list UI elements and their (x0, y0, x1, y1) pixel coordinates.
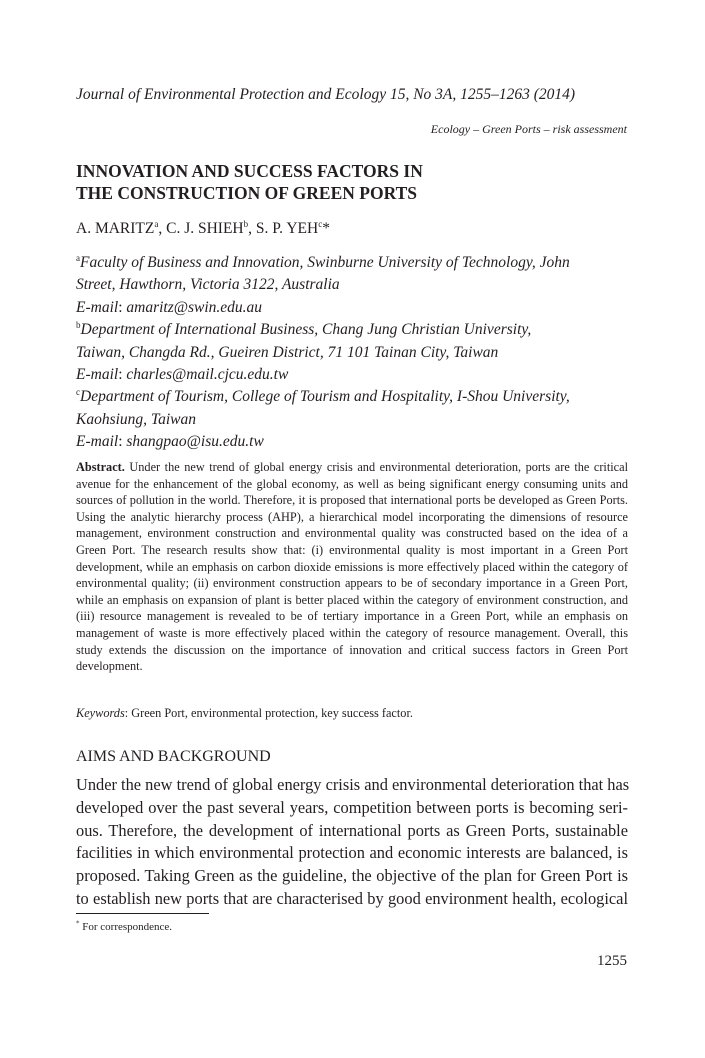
author-name: C. J. SHIEH (166, 220, 244, 237)
affiliation-line (76, 252, 636, 274)
author-name: S. P. YEH (255, 220, 319, 237)
section-heading: AIMS AND BACKGROUND (76, 748, 271, 765)
footnote-divider (76, 913, 209, 914)
corresponding-mark: * (322, 220, 330, 237)
title-line-1: INNOVATION AND SUCCESS FACTORS IN (76, 161, 423, 181)
footnote-text: For correspondence. (82, 921, 173, 933)
email-line: E-mail: shangpao@isu.edu.tw (76, 433, 264, 451)
abstract-text: Under the new trend of global energy crisis and environmental deterioration, ports are the critical avenue for the enhancement of the global economy, as well as being significant energy consuming units and sources of pollution in the world. Therefore, it is proposed that international ports be developed as Green Ports. Using the analytic hierarchy process (AHP), a hierarchical model incorporating the dimensions of resource management, environment construction and environmental quality was constructed based on the idea of a Green Port. The research results show that: (i) environmental quality is most important in a Green Port development, while an emphasis on carbon dioxide emissions is more effectively placed within the category of environmental quality; (ii) environment construction appears to be of secondary importance in a Green Port, while an emphasis on expansion of plant is better placed within the category of environment construction, and (iii) resource management is revealed to be of tertiary importance in a Green Port, while an emphasis on management of waste is more effectively placed within the category of resource management. Overall, this study extends the discussion on the importance of innovation and critical success factors in Green Port development. (76, 460, 629, 674)
author-name: A. MARITZ (76, 220, 155, 237)
body-line: proposed. Taking Green as the guideline, the objective of the plan for Green Port is (76, 866, 628, 886)
author-separator: , (248, 220, 256, 237)
page-number: 1255 (597, 953, 627, 969)
body-text (76, 774, 628, 911)
body-line: ous. Therefore, the development of international ports as Green Ports, sustainable (76, 820, 628, 840)
email-label: E-mail (76, 433, 119, 451)
affiliation-text: Department of International Business, Chang Jung Christian University, (80, 321, 532, 339)
abstract-label: Abstract (76, 460, 122, 474)
affiliation-mark: b (76, 320, 81, 331)
footnote-mark: * (76, 919, 80, 928)
affiliation-line (76, 319, 636, 341)
keywords: Keywords: Green Port, environmental protection, key success factor. (76, 706, 413, 720)
email-address[interactable]: charles@mail.cjcu.edu.tw (126, 366, 289, 384)
footnote (76, 921, 172, 933)
email-line: E-mail: amaritz@swin.edu.au (76, 298, 263, 316)
author-separator: , (158, 220, 167, 237)
affiliations (76, 252, 636, 454)
affiliation-text: Faculty of Business and Innovation, Swinburne University of Technology, John (80, 254, 570, 271)
body-line: developed over the past several years, competition between ports is becoming seri- (76, 797, 628, 817)
affiliation-line: Taiwan, Changda Rd., Gueiren District, 71 101 Tainan City, Taiwan (76, 343, 499, 361)
author-list (76, 220, 330, 238)
keywords-text: Green Port, environmental protection, key success factor. (131, 706, 413, 720)
email-address[interactable]: shangpao@isu.edu.tw (126, 433, 264, 451)
author-affil-mark: a (154, 218, 159, 229)
affiliation-mark: c (76, 387, 80, 398)
affiliation-line: Kaohsiung, Taiwan (76, 410, 197, 428)
abstract: Abstract. Under the new trend of global energy crisis and environmental deterioration, ports are the critical avenue for the enhancement of the global economy, as well as being significant energy consuming units and sources of pollution in the world. Therefore, it is proposed that international ports be developed as Green Ports. Using the analytic hierarchy process (AHP), a hierarchical model incorporating the dimensions of resource management, environment construction and environmental quality was constructed based on the idea of a Green Port. The research results show that: (i) environmental quality is most important in a Green Port development, while an emphasis on carbon dioxide emissions is more effectively placed within the category of environmental quality; (ii) environment construction appears to be of secondary importance in a Green Port, while an emphasis on expansion of plant is better placed within the category of environment construction, and (iii) resource management is revealed to be of tertiary importance in a Green Port, while an emphasis on management of waste is more effectively placed within the category of resource management. Overall, this study extends the discussion on the importance of innovation and critical success factors in Green Port development. (76, 460, 629, 674)
title-line-2: THE CONSTRUCTION OF GREEN PORTS (76, 183, 418, 203)
affiliation-text: Department of Tourism, College of Tourism and Hospitality, I-Shou University, (80, 388, 570, 406)
email-address[interactable]: amaritz@swin.edu.au (126, 298, 263, 316)
email-label: E-mail (76, 366, 119, 384)
affiliation-line (76, 386, 636, 408)
topic-line: Ecology – Green Ports – risk assessment (430, 122, 627, 136)
body-line: facilities in which environmental protection and economic interests are balanced, is (76, 843, 628, 863)
affiliation-mark: a (76, 252, 80, 263)
email-label: E-mail (76, 298, 119, 316)
keywords-label: Keywords (76, 706, 125, 720)
email-line: E-mail: charles@mail.cjcu.edu.tw (76, 366, 289, 384)
paper-title (76, 160, 423, 204)
journal-reference: Journal of Environmental Protection and Ecology 15, No 3A, 1255–1263 (2014) (76, 86, 576, 103)
body-line: to establish new ports that are characterised by good environment health, ecological (76, 888, 628, 908)
author-affil-mark: b (243, 218, 249, 229)
body-line: Under the new trend of global energy crisis and environmental deterioration that has (76, 775, 630, 794)
author-affil-mark: c (318, 218, 323, 229)
affiliation-line: Street, Hawthorn, Victoria 3122, Australia (76, 276, 340, 294)
